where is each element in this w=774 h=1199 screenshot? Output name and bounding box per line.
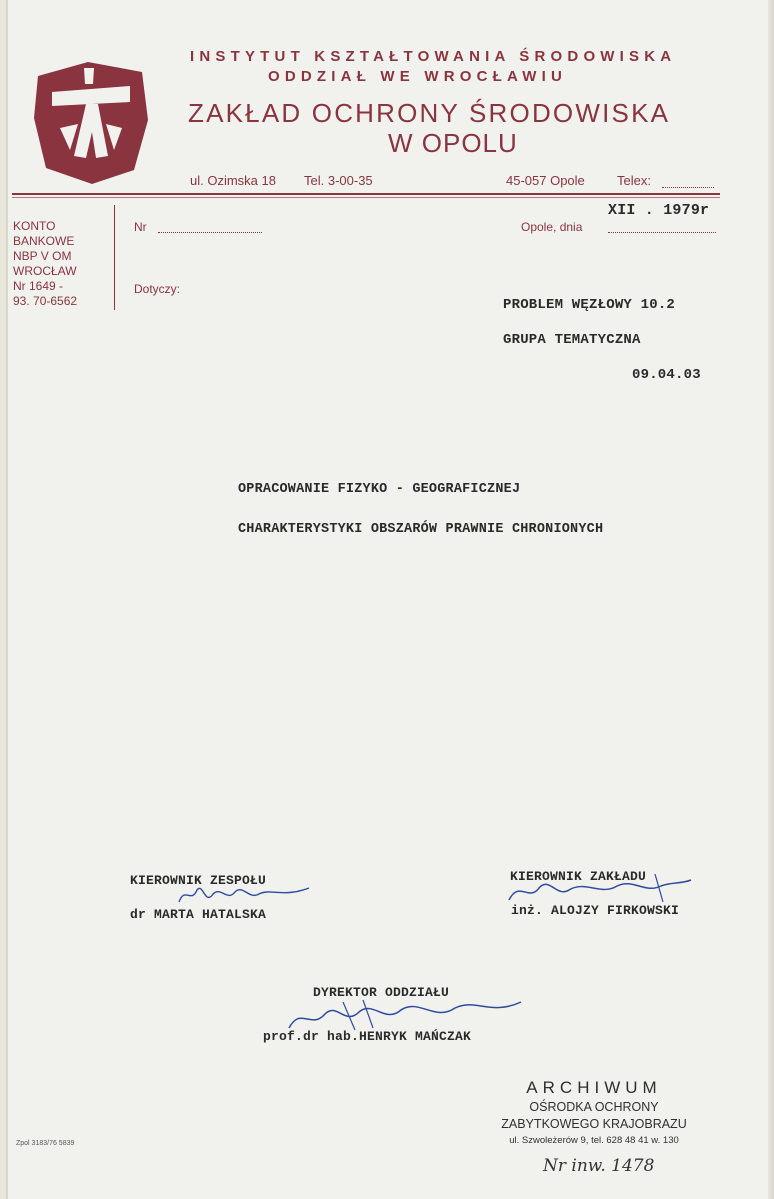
document-title-line2: CHARAKTERYSTYKI OBSZARÓW PRAWNIE CHRONIONYCH xyxy=(238,522,604,537)
document-title-line1: OPRACOWANIE FIZYKO - GEOGRAFICZNEJ xyxy=(238,482,521,497)
reference-code: 09.04.03 xyxy=(632,367,701,383)
director-role: DYREKTOR ODDZIAŁU xyxy=(313,985,450,1000)
letterhead-institute: INSTYTUT KSZTAŁTOWANIA ŚRODOWISKA xyxy=(190,48,677,65)
department-head-name: inż. ALOJZY FIRKOWSKI xyxy=(511,903,680,918)
bank-line: WROCŁAW xyxy=(13,264,77,278)
institute-logo-icon xyxy=(30,58,154,188)
place-date-label: Opole, dnia xyxy=(521,220,583,234)
subject-label: Dotyczy: xyxy=(134,282,181,296)
director-signature xyxy=(285,996,525,1036)
header-rule-thin xyxy=(12,197,720,198)
letterhead-phone: Tel. 3-00-35 xyxy=(304,173,373,188)
bank-line: KONTO xyxy=(13,219,56,233)
header-rule xyxy=(12,193,720,195)
archive-stamp-title: ARCHIWUM xyxy=(526,1078,662,1097)
print-mark: Zpol 3183/76 5839 xyxy=(16,1140,75,1147)
department-head-signature xyxy=(505,872,695,908)
letterhead-department: ZAKŁAD OCHRONY ŚRODOWISKA xyxy=(188,98,671,128)
archive-stamp-address: ul. Szwoleżerów 9, tel. 628 48 41 w. 130 xyxy=(509,1135,679,1146)
team-lead-role: KIEROWNIK ZESPOŁU xyxy=(130,873,267,888)
nr-field-line xyxy=(158,231,262,233)
team-lead-signature xyxy=(175,880,315,910)
telex-field-line xyxy=(662,186,714,188)
bank-account-block xyxy=(13,219,77,309)
letterhead-address: ul. Ozimska 18 xyxy=(190,173,276,188)
reference-group: GRUPA TEMATYCZNA xyxy=(503,332,641,348)
archive-stamp-line: ZABYTKOWEGO KRAJOBRAZU xyxy=(501,1117,687,1131)
inventory-note: Nr inw. 1478 xyxy=(543,1156,655,1176)
nr-label: Nr xyxy=(134,220,147,234)
letterhead-postal: 45-057 Opole xyxy=(506,173,585,188)
bank-line: NBP V OM xyxy=(13,249,72,263)
bank-line: 93. 70-6562 xyxy=(13,294,78,308)
bank-line: BANKOWE xyxy=(13,234,75,248)
date-field-line xyxy=(608,231,716,233)
letterhead-city: W OPOLU xyxy=(388,128,518,158)
letterhead-branch: ODDZIAŁ WE WROCŁAWIU xyxy=(268,68,567,85)
director-name: prof.dr hab.HENRYK MAŃCZAK xyxy=(263,1029,472,1044)
reference-problem: PROBLEM WĘZŁOWY 10.2 xyxy=(503,297,676,313)
date-value: XII . 1979r xyxy=(608,202,710,219)
archive-stamp-line: OŚRODKA OCHRONY xyxy=(529,1100,659,1114)
bank-line: Nr 1649 - xyxy=(13,279,64,293)
team-lead-name: dr MARTA HATALSKA xyxy=(130,907,267,922)
department-head-role: KIEROWNIK ZAKŁADU xyxy=(510,869,647,884)
archive-stamp xyxy=(486,1078,702,1146)
letterhead-telex-label: Telex: xyxy=(617,173,651,188)
margin-divider xyxy=(114,205,115,310)
page-edge xyxy=(768,0,774,1199)
